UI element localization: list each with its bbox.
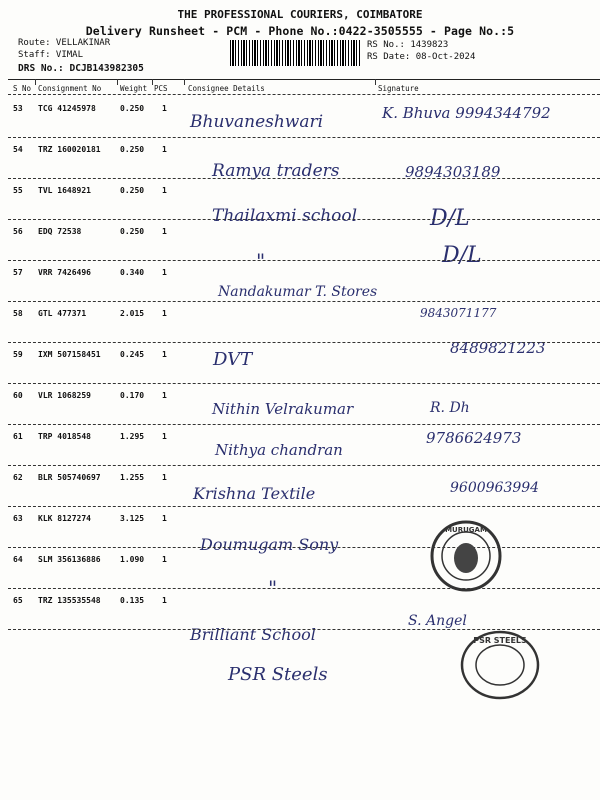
row-signature: D/L (442, 243, 482, 268)
col-sno: S No (13, 84, 32, 93)
row-consignee: Thailaxmi school (212, 206, 358, 226)
row-weight: 0.340 (120, 268, 145, 277)
col-divider (35, 79, 36, 85)
row-sno: 56 (13, 227, 23, 236)
row-consignee: Brilliant School (190, 625, 316, 644)
row-consignee: Krishna Textile (193, 484, 316, 503)
row-weight: 1.090 (120, 555, 145, 564)
row-consignment: TCG 41245978 (38, 104, 96, 113)
row-signature: D/L (430, 206, 470, 231)
row-consignment: BLR 505740697 (38, 473, 101, 482)
row-pcs: 1 (162, 186, 167, 195)
drs-number (18, 63, 144, 74)
row-pcs: 1 (162, 514, 167, 523)
row-sno: 59 (13, 350, 23, 359)
drs-value: DCJB143982305 (69, 63, 144, 74)
col-consignee: Consignee Details (188, 84, 265, 93)
row-consignee: " (256, 249, 266, 273)
col-weight: Weight (120, 84, 148, 93)
row-sno: 63 (13, 514, 23, 523)
row-consignment: IXM 507158451 (38, 350, 101, 359)
row-consignee: Ramya traders (212, 161, 340, 181)
row-signature: 9786624973 (426, 429, 522, 447)
row-consignment: KLK 8127274 (38, 514, 91, 523)
row-consignee: Nithya chandran (215, 441, 343, 459)
row-weight: 0.250 (120, 227, 145, 236)
psr-steels-seal (458, 628, 542, 702)
row-consignment: VRR 7426496 (38, 268, 91, 277)
row-weight: 3.125 (120, 514, 145, 523)
row-pcs: 1 (162, 268, 167, 277)
row-weight: 0.135 (120, 596, 145, 605)
table-row (0, 137, 600, 181)
row-consignee: DVT (213, 349, 253, 370)
row-sno: 57 (13, 268, 23, 277)
row-consignment: VLR 1068259 (38, 391, 91, 400)
barcode-image (230, 40, 360, 66)
row-sno: 61 (13, 432, 23, 441)
row-sno: 60 (13, 391, 23, 400)
row-pcs: 1 (162, 473, 167, 482)
drs-label: DRS No.: (18, 63, 64, 74)
row-consignee: " (268, 576, 278, 600)
route-label: Route: VELLAKINAR (18, 38, 111, 48)
murugam-seal (428, 518, 504, 594)
rs-date: RS Date: 08-Oct-2024 (367, 52, 476, 62)
row-weight: 1.255 (120, 473, 145, 482)
row-consignee: Nandakumar T. Stores (218, 284, 378, 300)
seal-text: PSR STEELS (473, 636, 527, 645)
row-pcs: 1 (162, 145, 167, 154)
row-consignment: TRZ 135535548 (38, 596, 101, 605)
row-pcs: 1 (162, 391, 167, 400)
row-signature: 9843071177 (420, 306, 497, 320)
col-pcs: PCS (154, 84, 168, 93)
row-signature: R. Dh (430, 400, 470, 416)
col-signature: Signature (378, 84, 419, 93)
col-divider (117, 79, 118, 85)
row-pcs: 1 (162, 227, 167, 236)
row-consignment: SLM 356136886 (38, 555, 101, 564)
row-weight: 0.250 (120, 186, 145, 195)
row-signature: S. Angel (408, 613, 467, 629)
row-sno: 53 (13, 104, 23, 113)
header-bottom-rule (8, 94, 600, 95)
row-sno: 65 (13, 596, 23, 605)
staff-label: Staff: VIMAL (18, 50, 84, 60)
row-consignment: TVL 1648921 (38, 186, 91, 195)
row-pcs: 1 (162, 350, 167, 359)
row-sno: 62 (13, 473, 23, 482)
row-consignee: PSR Steels (228, 664, 328, 685)
row-weight: 2.015 (120, 309, 145, 318)
row-signature: 9894303189 (405, 163, 501, 181)
row-sno: 64 (13, 555, 23, 564)
row-pcs: 1 (162, 555, 167, 564)
row-weight: 0.250 (120, 104, 145, 113)
col-consignment: Consignment No (38, 84, 102, 93)
table-top-rule (8, 79, 600, 80)
row-signature: 8489821223 (450, 339, 546, 357)
col-divider (375, 79, 376, 85)
row-consignment: TRP 4018548 (38, 432, 91, 441)
row-signature: K. Bhuva 9994344792 (382, 104, 551, 122)
seal-text: MURUGAM (445, 526, 487, 534)
row-consignment: GTL 477371 (38, 309, 87, 318)
row-consignment: TRZ 160020181 (38, 145, 101, 154)
row-pcs: 1 (162, 104, 167, 113)
row-weight: 1.295 (120, 432, 145, 441)
row-weight: 0.250 (120, 145, 145, 154)
row-pcs: 1 (162, 596, 167, 605)
row-consignment: EDQ 72538 (38, 227, 82, 236)
col-divider (184, 79, 185, 85)
row-sno: 54 (13, 145, 23, 154)
row-consignee: Bhuvaneshwari (190, 112, 324, 132)
row-pcs: 1 (162, 432, 167, 441)
col-divider (152, 79, 153, 85)
row-weight: 0.245 (120, 350, 145, 359)
row-signature: 9600963994 (450, 480, 540, 496)
table-row (0, 178, 600, 231)
row-weight: 0.170 (120, 391, 145, 400)
row-sno: 58 (13, 309, 23, 318)
table-row (0, 96, 600, 137)
runsheet-title: Delivery Runsheet - PCM - Phone No.:0422-3505555 - Page No.:5 (85, 24, 515, 38)
row-sno: 55 (13, 186, 23, 195)
row-consignee: Doumugam Sony (200, 535, 339, 554)
rs-number: RS No.: 1439823 (367, 40, 449, 50)
company-name: THE PROFESSIONAL COURIERS, COIMBATORE (177, 8, 423, 21)
row-consignee: Nithin Velrakumar (212, 400, 354, 418)
row-pcs: 1 (162, 309, 167, 318)
